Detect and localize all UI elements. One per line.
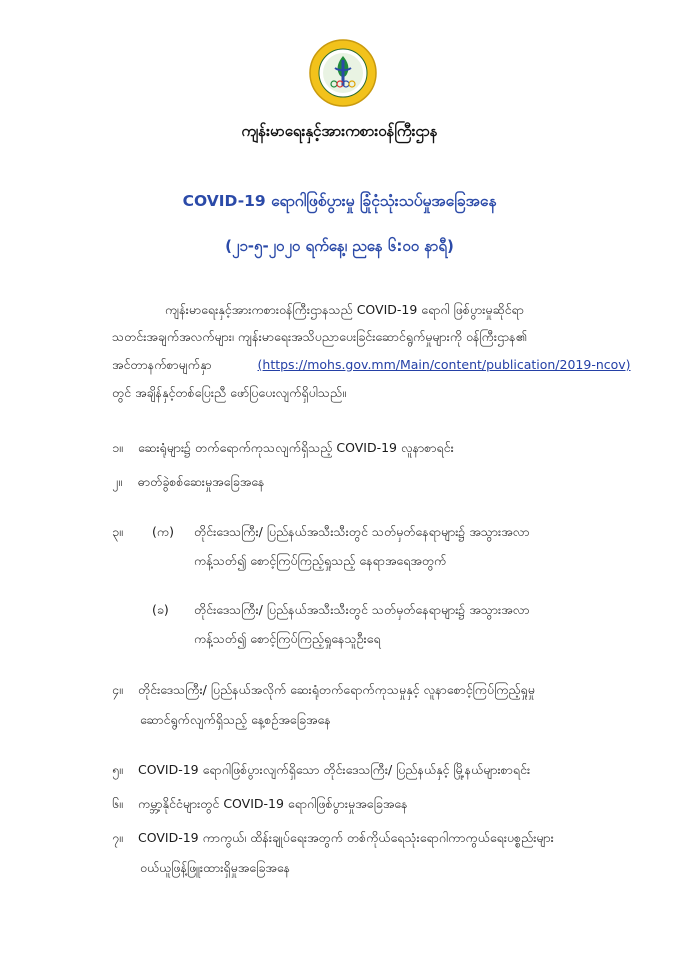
- item-number: ၆။: [112, 796, 123, 811]
- ministry-seal-icon: [308, 38, 378, 108]
- list-item: [112, 830, 554, 849]
- sub-item-text: ကန့်သတ်၍ စောင့်ကြပ်ကြည့်ရှုသည့် နေရာအရေအတွက်: [194, 553, 447, 568]
- item-text: ဆေးရုံများ၌ တက်ရောက်ကုသလျက်ရှိသည့် COVID-19 လူနာစာရင်း: [137, 440, 454, 455]
- intro-line-4: တွင် အချိန်နှင့်တစ်ပြေးညီ ဖော်ပြပေးလျက်ရှိပါသည်။: [112, 385, 346, 400]
- ministry-name: ကျန်းမာရေးနှင့်အားကစားဝန်ကြီးဌာန: [241, 122, 438, 140]
- item-text: COVID-19 ကာကွယ်၊ ထိန်းချုပ်ရေးအတွက် တစ်ကိုယ်ရေသုံးရောဂါကာကွယ်ရေးပစ္စည်းများ: [137, 830, 554, 845]
- sub-item-label: (က): [152, 524, 174, 539]
- list-item: [112, 524, 134, 543]
- item-text: ကမ္ဘာ့နိုင်ငံများတွင် COVID-19 ရောဂါဖြစ်ပွားမှုအခြေအနေ: [137, 796, 408, 811]
- item-text: ဓာတ်ခွဲစစ်ဆေးမှုအခြေအနေ: [137, 474, 265, 489]
- report-date: (၂၁-၅-၂၀၂၀ ရက်နေ့၊ ညနေ ၆:၀၀ နာရီ): [225, 237, 454, 255]
- item-text-continued: ဆောင်ရွက်လျက်ရှိသည့် နေ့စဉ်အခြေအနေ: [140, 712, 331, 727]
- item-number: ၁။: [112, 440, 123, 455]
- list-item: [112, 796, 408, 815]
- intro-line-2: သတင်းအချက်အလက်များ၊ ကျန်းမာရေးအသိပညာပေးခြင်းဆောင်ရွက်မှုများကို ဝန်ကြီးဌာန၏: [112, 329, 527, 344]
- item-number: ၄။: [112, 682, 123, 697]
- list-item: [112, 440, 454, 459]
- intro-line-3-prefix: အင်တာနက်စာမျက်နှာ: [112, 357, 212, 372]
- list-item: [112, 474, 265, 493]
- intro-line-3: [112, 356, 632, 374]
- sub-item-label: (ခ): [152, 602, 169, 617]
- sub-item-text: တိုင်းဒေသကြီး/ ပြည်နယ်အသီးသီးတွင် သတ်မှတ်နေရာများ၌ အသွားအလာ: [194, 602, 530, 617]
- item-number: ၃။: [112, 524, 123, 539]
- list-item: [112, 682, 535, 701]
- item-number: ၂။: [112, 474, 122, 489]
- item-text: တိုင်းဒေသကြီး/ ပြည်နယ်အလိုက် ဆေးရုံတက်ရောက်ကုသမှုနှင့် လူနာစောင့်ကြပ်ကြည့်ရှုမှု: [137, 682, 535, 697]
- item-number: ၇။: [112, 830, 123, 845]
- list-item: [112, 762, 530, 781]
- sub-item-text: ကန့်သတ်၍ စောင့်ကြပ်ကြည့်ရှုနေသူဦးရေ: [194, 631, 381, 646]
- item-number: ၅။: [112, 762, 123, 777]
- publication-link[interactable]: (https://mohs.gov.mm/Main/content/publication/2019-ncov): [257, 357, 631, 372]
- item-text: COVID-19 ရောဂါဖြစ်ပွားလျက်ရှိသော တိုင်းဒေသကြီး/ ပြည်နယ်နှင့် မြို့နယ်များစာရင်း: [137, 762, 531, 777]
- sub-item-text: တိုင်းဒေသကြီး/ ပြည်နယ်အသီးသီးတွင် သတ်မှတ်နေရာများ၌ အသွားအလာ: [194, 524, 530, 539]
- intro-line-1: ကျန်းမာရေးနှင့်အားကစားဝန်ကြီးဌာနသည် COVID-19 ရောဂါ ဖြစ်ပွားမှုဆိုင်ရာ: [165, 302, 524, 317]
- item-text-continued: ဝယ်ယူဖြန့်ဖြူးထားရှိမှုအခြေအနေ: [140, 860, 291, 875]
- report-title: COVID-19 ရောဂါဖြစ်ပွားမှု ခြုံငုံသုံးသပ်မှုအခြေအနေ: [182, 192, 497, 210]
